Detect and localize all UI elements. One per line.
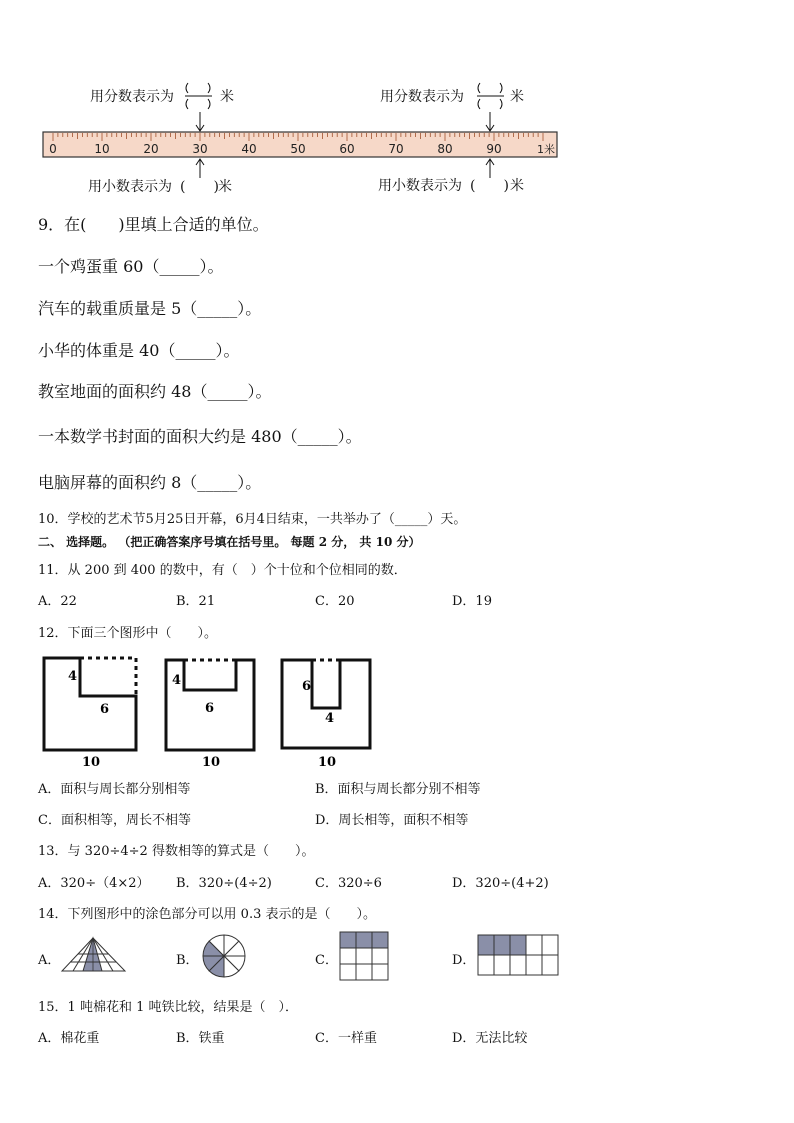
ruler-tick-label: 10 xyxy=(94,142,110,156)
q12-fig2-label-b: 6 xyxy=(205,701,215,716)
q9-item: 电脑屏幕的面积约 8（_____）。 xyxy=(38,473,262,492)
q14-option-c: C． xyxy=(315,953,338,968)
q14-grid-3x3-figure xyxy=(338,930,390,982)
unit-frac-left: 米 xyxy=(220,89,234,105)
ruler-tick-label: 20 xyxy=(143,142,159,156)
q13-option-b: B．320÷(4÷2) xyxy=(176,876,272,891)
q14-title: 14．下列图形中的涂色部分可以用 0.3 表示的是（ ）。 xyxy=(38,907,376,922)
q14-grid-5x2-figure xyxy=(476,933,562,979)
q12-fig1-label-b: 6 xyxy=(100,702,110,717)
q12-figure-1 xyxy=(38,652,148,772)
q12-fig2-label-c: 10 xyxy=(202,755,221,770)
q15-option-a: A．棉花重 xyxy=(38,1031,100,1046)
unit-dec-left: 米 xyxy=(218,179,232,195)
ruler-tick-label: 1米 xyxy=(537,143,555,156)
q12-title: 12．下面三个图形中（ ）。 xyxy=(38,626,218,641)
unit-frac-right: 米 xyxy=(510,89,524,105)
q15-option-c: C．一样重 xyxy=(315,1031,377,1046)
q9-item: 小华的体重是 40（_____）。 xyxy=(38,341,240,360)
dec-blank-right: ( ) xyxy=(470,178,509,194)
q12-fig1-label-a: 4 xyxy=(68,669,78,684)
q12-fig3-label-b: 4 xyxy=(325,711,335,726)
ruler-tick-label: 30 xyxy=(192,142,208,156)
q13-option-a: A．320÷（4×2） xyxy=(38,876,150,891)
q11-option-d: D．19 xyxy=(452,594,492,609)
q15-option-b: B．铁重 xyxy=(176,1031,225,1046)
q12-figure-3 xyxy=(276,652,386,772)
q12-fig3-label-a: 6 xyxy=(302,679,312,694)
q14-triangle-figure xyxy=(58,934,130,976)
q12-option-c: C．面积相等，周长不相等 xyxy=(38,813,191,828)
ruler-tick-label: 90 xyxy=(486,142,502,156)
q9-item: 教室地面的面积约 48（_____）。 xyxy=(38,382,272,401)
q14-option-b: B． xyxy=(176,953,199,968)
q9-title: 9．在( )里填上合适的单位。 xyxy=(38,215,269,234)
q12-option-b: B．面积与周长都分别不相等 xyxy=(315,782,481,797)
q11-option-c: C．20 xyxy=(315,594,355,609)
q13-option-d: D．320÷(4+2) xyxy=(452,876,549,891)
q14-option-d: D． xyxy=(452,953,476,968)
q11-title: 11．从 200 到 400 的数中，有（ ）个十位和个位相同的数． xyxy=(38,563,407,578)
q14-option-a: A． xyxy=(38,953,61,968)
frac-label-right: 用分数表示为 xyxy=(380,89,464,105)
q11-option-b: B．21 xyxy=(176,594,216,609)
q13-title: 13．与 320÷4÷2 得数相等的算式是（ ）。 xyxy=(38,844,315,859)
q9-item: 汽车的载重质量是 5（_____）。 xyxy=(38,299,262,318)
q12-fig1-label-c: 10 xyxy=(82,755,101,770)
q12-figure-2 xyxy=(160,652,270,772)
q12-fig2-label-a: 4 xyxy=(172,673,182,688)
dec-label-right: 用小数表示为 xyxy=(378,178,462,194)
q13-option-c: C．320÷6 xyxy=(315,876,382,891)
q12-option-d: D．周长相等，面积不相等 xyxy=(315,813,469,828)
q14-circle-figure xyxy=(200,932,248,980)
q12-option-a: A．面积与周长都分别相等 xyxy=(38,782,191,797)
q9-item: 一个鸡蛋重 60（_____）。 xyxy=(38,257,224,276)
q12-fig3-label-c: 10 xyxy=(318,755,337,770)
frac-label-left: 用分数表示为 xyxy=(90,89,174,105)
ruler-tick-label: 70 xyxy=(388,142,404,156)
q15-option-d: D．无法比较 xyxy=(452,1031,528,1046)
ruler-tick-label: 0 xyxy=(49,142,57,156)
q9-item: 一本数学书封面的面积大约是 480（_____）。 xyxy=(38,427,362,446)
section-title: 二、 选择题。 （把正确答案序号填在括号里。 每题 2 分， 共 10 分） xyxy=(38,535,421,549)
q11-option-a: A．22 xyxy=(38,594,77,609)
dec-label-left: 用小数表示为 xyxy=(88,179,172,195)
q10: 10．学校的艺术节5月25日开幕，6月4日结束，一共举办了（_____）天。 xyxy=(38,512,467,527)
dec-blank-left: ( ) xyxy=(180,179,219,195)
ruler-tick-label: 60 xyxy=(339,142,355,156)
unit-dec-right: 米 xyxy=(510,178,524,194)
ruler-tick-label: 50 xyxy=(290,142,306,156)
q15-title: 15．1 吨棉花和 1 吨铁比较，结果是（ ）． xyxy=(38,1000,298,1015)
ruler-tick-label: 40 xyxy=(241,142,257,156)
ruler-tick-label: 80 xyxy=(437,142,453,156)
